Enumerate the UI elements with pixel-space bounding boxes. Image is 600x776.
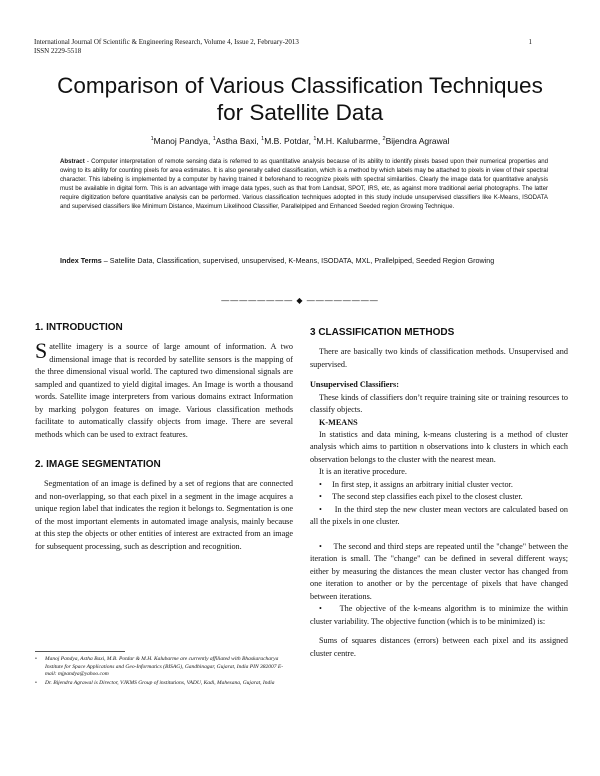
title-line-2: for Satellite Data <box>216 100 384 125</box>
author-list <box>0 136 600 146</box>
page-number: 1 <box>528 38 532 46</box>
author-affil: 2 <box>382 136 386 143</box>
kmeans-step <box>310 504 568 529</box>
footnote-text: Dr. Bijendra Agrawal is Director, VJKMS Group of institutions, VADU, Kadi, Mahesana, Gujarat, India <box>45 679 275 686</box>
right-column <box>310 327 568 660</box>
index-terms-label: Index Terms <box>60 256 102 265</box>
bullet-icon: • <box>319 541 334 551</box>
author-name: M.H. Kalubarme, <box>316 136 383 146</box>
subheading-kmeans: K-MEANS <box>319 417 358 427</box>
footnote <box>35 680 285 688</box>
unsupervised-text: These kinds of classifiers don’t require training site or training resources to classify objects. <box>310 392 568 414</box>
footnote-rule <box>35 651 125 652</box>
author-affil: 1 <box>212 136 216 143</box>
footnotes <box>35 656 285 688</box>
section-heading-introduction: 1. INTRODUCTION <box>35 322 123 333</box>
author-name: Bijendra Agrawal <box>385 136 450 146</box>
kmeans-step <box>310 479 568 492</box>
introduction-body: atellite imagery is a source of large amount of information. A two dimensional image that is recorded by satellite sensors is the mapping of the three dimensional visual world. The captured two dimensional signals are sampled and quantized to yield digital images. An Image is worth a thousand words. Satellite image interpreters from various domains extract Information by marking polygon features on image. Various classification methods facilitate to automatically classify objects from image. There are several methods which can be used to extract features. <box>35 342 293 439</box>
author-name: M.B. Potdar, <box>264 136 314 146</box>
footnote-text: Manoj Pandya, Astha Baxi, M.B. Potdar & M.H. Kalubarme are currently affiliated with Bhaskaracharya Institute for Space Applications and Geo-Informatics (BISAG), Gandhinagar, Gujarat, India PIN 382007 E-mail: mjpandya@yahoo.com <box>45 656 284 678</box>
title-line-1: Comparison of Various Classification Techniques <box>57 73 543 98</box>
kmeans-step <box>310 603 568 628</box>
left-column <box>35 322 293 553</box>
subheading-unsupervised: Unsupervised Classifiers: <box>310 380 399 389</box>
author-name: Manoj Pandya, <box>153 136 213 146</box>
section-heading-segmentation: 2. IMAGE SEGMENTATION <box>35 459 161 470</box>
footnote <box>35 656 285 679</box>
kmeans-step-text: In first step, it assigns an arbitrary initial cluster vector. <box>332 479 513 489</box>
abstract <box>60 157 548 212</box>
bullet-icon: • <box>319 504 335 514</box>
section-heading-classification: 3 CLASSIFICATION METHODS <box>310 327 455 338</box>
kmeans-closing: Sums of squares distances (errors) between each pixel and its assigned cluster centre. <box>310 636 568 658</box>
index-terms-text: – Satellite Data, Classification, supervised, unsupervised, K-Means, ISODATA, MXL, Prallelpiped, Seeded Region Growing <box>101 256 495 265</box>
kmeans-text: In statistics and data mining, k-means clustering is a method of cluster analysis which aims to partition n observations into k clusters in which each observation belongs to the cluster with the nearest mean. <box>310 429 568 464</box>
iterative-text: It is an iterative procedure. <box>319 467 407 476</box>
author-affil: 1 <box>313 136 317 143</box>
bullet-icon: • <box>319 604 340 613</box>
drop-cap: S <box>35 338 48 363</box>
kmeans-step-text: The second step classifies each pixel to the closest cluster. <box>332 492 523 501</box>
paper-title <box>0 72 600 126</box>
journal-header <box>34 38 299 56</box>
bullet-icon: • <box>35 656 37 662</box>
bullet-icon: • <box>319 479 333 489</box>
kmeans-step-text: The second and third steps are repeated until the "change" between the iteration is small. The "change" can be defined in several different ways; either by measuring the distances the mean cluster vector has changed from one iteration to another or by the percentage of pixels that have changed between iterations. <box>310 541 568 601</box>
journal-citation: International Journal Of Scientific & Engineering Research, Volume 4, Issue 2, February-2013 <box>34 38 299 46</box>
issn: ISSN 2229-5518 <box>34 47 82 55</box>
kmeans-step <box>310 491 568 504</box>
bullet-icon: • <box>319 492 333 501</box>
author-affil: 1 <box>150 136 154 143</box>
author-name: Astha Baxi, <box>215 136 262 146</box>
kmeans-step-text: The objective of the k-means algorithm is to minimize the within cluster variability. The objective function (which is to be minimized) is: <box>310 604 568 626</box>
index-terms <box>60 256 548 267</box>
abstract-label: Abstract <box>60 158 85 165</box>
abstract-text: - Computer interpretation of remote sensing data is referred to as quantitative analysis because of its ability to identify pixels based upon their numerical properties and owing to its ability for counting pixels for area estimates. It is also generally called classification, which is a method by which labels may be attached to pixels in view of their spectral character. This labeling is implemented by a computer by having trained it beforehand to recognize pixels with spectral similarities. Clearly the image data for quantitative analysis must be available in digital form. This is an advantage with image data types, such as that from Landsat, SPOT, IRS, etc, as against more traditional aerial photographs. The latter require digitization before quantitative analysis can be performed. Various classification techniques adopted in this study include unsupervised classifiers like K-Means, ISODATA and supervised classifiers like Minimum Distance, Maximum Likelihood Classifier, Parallelpiped and Enhanced Seeded region Growing Technique. <box>60 158 548 211</box>
author-affil: 1 <box>261 136 265 143</box>
bullet-icon: • <box>35 679 37 686</box>
kmeans-step-text: In the third step the new cluster mean vectors are calculated based on all the pixels in one cluster. <box>310 504 568 526</box>
section-divider: ———————— ◆ ———————— <box>221 296 379 305</box>
classification-intro: There are basically two kinds of classification methods. Unsupervised and supervised. <box>310 347 568 369</box>
introduction-text <box>35 338 293 441</box>
kmeans-step <box>310 541 568 604</box>
segmentation-text: Segmentation of an image is defined by a set of regions that are connected and non-overlapping, so that each pixel in a segment in the image acquires a unique region label that indicates the region it belongs to. Segmentation is one of the most important elements in automated image analysis, mainly because at this step the objects or other entities of interest are extracted from an image for subsequent processing, such as description and recognition. <box>35 479 293 551</box>
